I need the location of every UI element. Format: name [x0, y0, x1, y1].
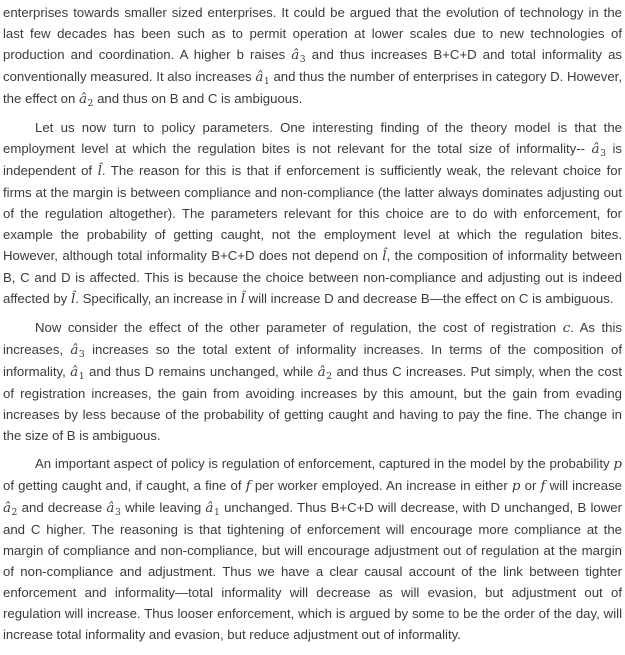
math-symbol-a1: â — [255, 70, 264, 85]
math-subscript: 3 — [299, 53, 306, 65]
math-subscript: 1 — [263, 75, 270, 87]
math-symbol-c: c — [562, 321, 571, 336]
paragraph-2: Let us now turn to policy parameters. One interesting finding of the theory model is that the employment level at which the regulation bites is not relevant for the total size of informality-- $â_3$ is independent of l̂. The reason for this is that if enforcement is sufficiently weak, the relevant choice for firms at the margin is between compliance and non-compliance (the latter always dominates adjusting out of the regulation altogether). The parameters relevant for this choice are to do with enforcement, for example the probability of getting caught, not the employment level at which the regulation bites. However, although total informality B+C+D does not depend on l̂, the composition of informality between B, C and D is affected. This is because the choice between non-compliance and adjusting out is indeed affected by l̂. Specifically, an increase in l̂ will increase D and decrease B—the effect on C is ambiguous. — [3, 120, 622, 307]
math-symbol-a2: â — [3, 501, 12, 516]
math-symbol-a3: â — [291, 48, 300, 63]
math-symbol-a2: â — [317, 365, 326, 380]
math-symbol-a3: â — [106, 501, 115, 516]
math-subscript: 3 — [114, 506, 121, 518]
math-symbol-lhat: l̂ — [382, 249, 387, 264]
math-symbol-p: p — [511, 479, 521, 494]
math-symbol-f: f — [540, 479, 546, 494]
math-subscript: 2 — [11, 506, 18, 518]
math-symbol-lhat: l̂ — [240, 292, 245, 307]
math-subscript: 1 — [213, 506, 220, 518]
paragraph-3: Now consider the effect of the other parameter of regulation, the cost of registration c. As this increases, $â_3$ increases so the total extent of informality increases. In terms of the composition of informality, $â_1$ and thus D remains unchanged, while $â_2$ and thus C increases. Put simply, when the cost of registration increases, the gain from avoiding increases by this amount, but the gain from evading increases by less because of the probability of getting caught and having to pay the fine. The change in the size of B is ambiguous. — [3, 320, 622, 443]
math-subscript: 3 — [600, 147, 606, 159]
math-subscript: 3 — [78, 348, 85, 360]
math-symbol-a2: â — [79, 92, 88, 107]
math-symbol-a1: â — [70, 365, 79, 380]
math-symbol-p: p — [613, 457, 622, 472]
math-symbol-lhat: l̂ — [97, 164, 102, 179]
math-subscript: 2 — [326, 370, 333, 382]
math-symbol-a1: â — [205, 501, 214, 516]
paragraph-4: An important aspect of policy is regulation of enforcement, captured in the model by the probability p of getting caught and, if caught, a fine of f per worker employed. An increase in either p or f will increase $â_2$ and decrease $â_3$ while leaving $â_1$ unchanged. Thus B+C+D will decrease, with D unchanged, B lower and C higher. The reasoning is that tightening of enforcement will encourage more compliance at the margin of compliance and non-compliance, but will encourage adjustment out of regulation at the margin of non-compliance and adjustment. Thus we have a clear causal account of the link between tighter enforcement and informality—total informality will decrease as will evasion, but adjustment out of regulation will increase. Thus looser enforcement, which is argued by some to be the order of the day, will increase total informality and evasion, but reduce adjustment out of informality. — [3, 456, 622, 642]
math-symbol-f: f — [245, 479, 251, 494]
math-symbol-a3: â — [591, 142, 600, 157]
math-subscript: 1 — [78, 370, 85, 382]
math-symbol-lhat: l̂ — [70, 292, 76, 307]
math-subscript: 2 — [87, 97, 94, 109]
paragraph-1: enterprises towards smaller sized enterprises. It could be argued that the evolution of technology in the last few decades has been such as to permit operation at lower scales due to new technologies of production and coordination. A higher b raises $â_3$ and thus increases B+C+D and total informality as conventionally measured. It also increases $â_1$ and thus the number of enterprises in category D. However, the effect on $â_2$ and thus on B and C is ambiguous. — [3, 5, 622, 109]
math-symbol-a3: â — [70, 343, 79, 358]
